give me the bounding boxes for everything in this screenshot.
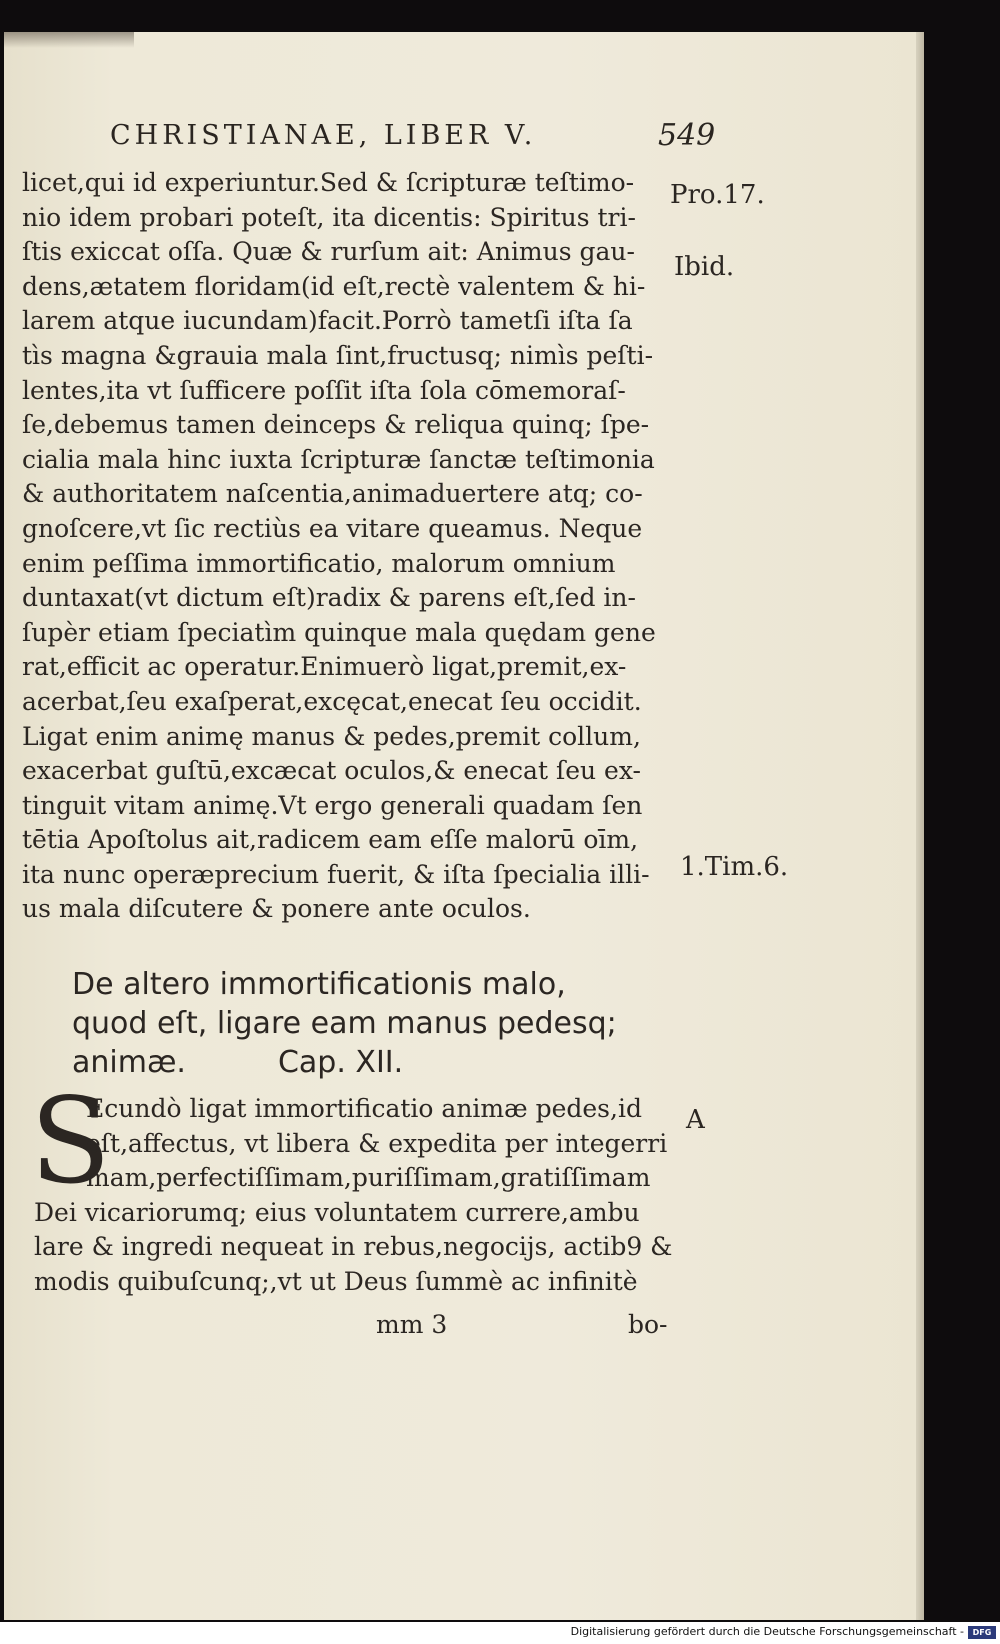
text-line: Ecundò ligat immortificatio animæ pedes,id xyxy=(86,1094,642,1123)
credit-bar xyxy=(0,1622,1000,1644)
page-right-edge xyxy=(916,32,924,1620)
chapter-heading-line: De altero immortificationis malo, xyxy=(72,967,566,1002)
catchword: bo- xyxy=(628,1310,668,1339)
marginal-note-pro17: Pro.17. xyxy=(670,180,765,210)
running-head-title: CHRISTIANAE, LIBER V. xyxy=(110,120,537,151)
marginal-note-a: A xyxy=(686,1105,705,1135)
text-line: duntaxat(vt dictum eſt)radix & parens eſt,ſed in- xyxy=(22,583,636,613)
marginal-note-ibid: Ibid. xyxy=(674,252,735,282)
chapter-heading xyxy=(72,965,692,1082)
text-line: modis quibuſcunq;,vt ut Deus ſummè ac infinitè xyxy=(34,1266,638,1296)
text-line: Ligat enim animę manus & pedes,premit collum, xyxy=(22,721,641,751)
text-line: us mala diſcutere & ponere ante oculos. xyxy=(22,894,531,924)
text-line: lentes,ita vt ſufficere poſſit iſta ſola cōmemoraſ- xyxy=(22,375,626,405)
text-line: rat,efficit ac operatur.Enimuerò ligat,premit,ex- xyxy=(22,652,627,682)
text-line: dens,ætatem floridam(id eſt,rectè valentem & hi- xyxy=(22,271,646,301)
text-line: acerbat,ſeu exaſperat,excęcat,enecat ſeu occidit. xyxy=(22,686,642,716)
text-line: & authoritatem naſcentia,animaduertere atq; co- xyxy=(22,479,643,509)
text-line: ſtis exiccat oſſa. Quæ & rurſum ait: Animus gau- xyxy=(22,237,635,267)
main-text-block xyxy=(22,166,672,927)
text-line: ſe,debemus tamen deinceps & reliqua quinq; ſpe- xyxy=(22,410,650,440)
text-line: exacerbat guſtū,excæcat oculos,& enecat ſeu ex- xyxy=(22,756,641,786)
text-line: mam,perfectiſſimam,puriſſimam,gratiſſimam xyxy=(86,1163,651,1193)
text-line: ſupèr etiam ſpeciatìm quinque mala quędam gene xyxy=(22,617,656,647)
signature-mark: mm 3 xyxy=(376,1310,448,1339)
credit-text: Digitalisierung gefördert durch die Deutsche Forschungsgemeinschaft - xyxy=(570,1625,964,1638)
text-line: ita nunc operæprecium fuerit, & iſta ſpecialia illi- xyxy=(22,859,650,889)
paragraph-two xyxy=(34,1092,694,1300)
chapter-heading-end: animæ. xyxy=(72,1045,186,1080)
text-line: larem atque iucundam)facit.Porrò tametſi iſta ſa xyxy=(22,306,633,336)
marginal-note-tim6: 1.Tim.6. xyxy=(680,852,789,882)
text-line: tētia Apoſtolus ait,radicem eam eſſe malorū oīm, xyxy=(22,825,639,855)
chapter-heading-line xyxy=(72,1043,692,1082)
text-line: enim peſſima immortificatio, malorum omnium xyxy=(22,548,616,578)
page-top-shadow xyxy=(4,32,134,48)
text-line: tinguit vitam animę.Vt ergo generali quadam ſen xyxy=(22,790,643,820)
text-line: gnoſcere,vt ſic rectiùs ea vitare queamus. Neque xyxy=(22,513,643,543)
chapter-heading-line: quod eſt, ligare eam manus pedesq; xyxy=(72,1006,617,1041)
chapter-number: Cap. XII. xyxy=(277,1045,404,1080)
text-line: eſt,affectus, vt libera & expedita per integerri xyxy=(86,1128,668,1158)
dfg-logo-icon: DFG xyxy=(968,1626,996,1639)
text-line: nio idem probari poteſt, ita dicentis: Spiritus tri- xyxy=(22,202,636,232)
running-head xyxy=(110,118,730,158)
text-line: licet,qui id experiuntur.Sed & ſcripturæ teſtimo- xyxy=(22,168,635,197)
text-line: Dei vicariorumq; eius voluntatem currere,ambu xyxy=(34,1197,640,1227)
text-line: tìs magna &grauia mala ſint,fructusq; nimìs peſti- xyxy=(22,340,654,370)
text-line: lare & ingredi nequeat in rebus,negocijs, actib9 & xyxy=(34,1232,673,1262)
drop-cap-initial: S xyxy=(30,1072,111,1210)
text-line: cialia mala hinc iuxta ſcripturæ ſanctæ teſtimonia xyxy=(22,444,655,474)
page-number: 549 xyxy=(658,118,716,153)
